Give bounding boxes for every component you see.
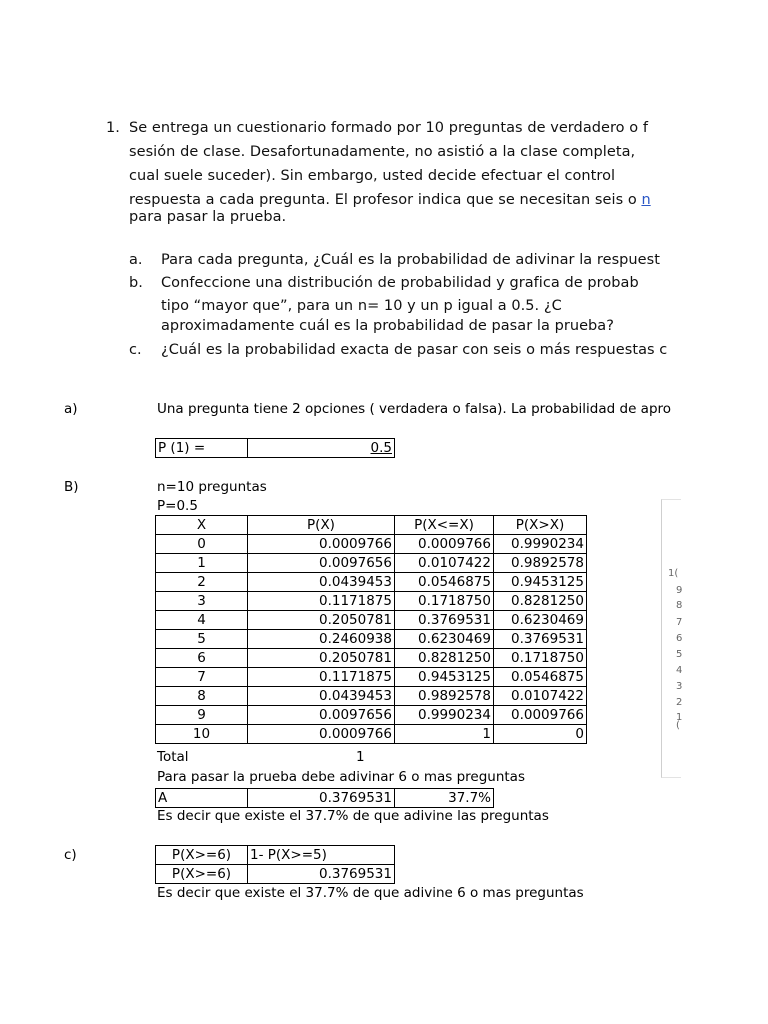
x-cell[interactable]: 4	[156, 611, 248, 630]
greater-cell[interactable]: 0.0107422	[494, 687, 587, 706]
table-row	[156, 846, 395, 865]
part-c-table	[155, 845, 395, 884]
cum-cell[interactable]: 0.9892578	[395, 687, 494, 706]
px-cell[interactable]: 0.2460938	[248, 630, 395, 649]
header-x[interactable]: X	[156, 516, 248, 535]
c-r2-c1[interactable]: P(X>=6)	[156, 865, 248, 884]
n-text: n=10 preguntas	[157, 479, 267, 495]
px-cell[interactable]: 0.0097656	[248, 554, 395, 573]
x-cell[interactable]: 10	[156, 725, 248, 744]
table-row	[156, 706, 587, 725]
part-c-conclusion: Es decir que existe el 37.7% de que adivine 6 o mas preguntas	[157, 885, 584, 901]
part-a-label: a)	[64, 401, 78, 417]
table-row	[156, 554, 587, 573]
greater-cell[interactable]: 0.1718750	[494, 649, 587, 668]
a-percent-cell[interactable]: 37.7%	[395, 789, 494, 808]
chart-tick-label: 4	[676, 665, 683, 676]
px-cell[interactable]: 0.0439453	[248, 573, 395, 592]
part-b-conclusion: Es decir que existe el 37.7% de que adivine las preguntas	[157, 808, 549, 824]
c-r1-c2[interactable]: 1- P(X>=5)	[248, 846, 395, 865]
problem-line-1: Se entrega un cuestionario formado por 10 preguntas de verdadero o f	[129, 120, 648, 136]
part-c-label: c)	[64, 847, 77, 863]
table-header-row	[156, 516, 587, 535]
item-b-line-1: Confeccione una distribución de probabilidad y grafica de probab	[161, 275, 639, 291]
table-row	[156, 725, 587, 744]
x-cell[interactable]: 8	[156, 687, 248, 706]
px-cell[interactable]: 0.1171875	[248, 592, 395, 611]
chart-tick-label: 2	[676, 697, 683, 708]
header-cum[interactable]: P(X<=X)	[395, 516, 494, 535]
table-row	[156, 630, 587, 649]
p1-label-cell[interactable]: P (1) =	[156, 439, 248, 458]
cum-cell[interactable]: 0.8281250	[395, 649, 494, 668]
table-row	[156, 789, 494, 808]
item-a-label: a.	[129, 252, 143, 268]
p1-value-cell[interactable]: 0.5	[248, 439, 395, 458]
cum-cell[interactable]: 1	[395, 725, 494, 744]
result-a-table	[155, 788, 494, 808]
cum-cell[interactable]: 0.9990234	[395, 706, 494, 725]
problem-line-5: para pasar la prueba.	[129, 209, 287, 225]
x-cell[interactable]: 2	[156, 573, 248, 592]
total-value: 1	[356, 749, 365, 765]
greater-cell[interactable]: 0.0009766	[494, 706, 587, 725]
problem-line-3: cual suele suceder). Sin embargo, usted decide efectuar el control	[129, 168, 616, 184]
problem-line-4-text: respuesta a cada pregunta. El profesor indica que se necesitan seis o	[129, 192, 642, 208]
greater-cell[interactable]: 0.8281250	[494, 592, 587, 611]
p-text: P=0.5	[157, 498, 198, 514]
x-cell[interactable]: 1	[156, 554, 248, 573]
x-cell[interactable]: 7	[156, 668, 248, 687]
px-cell[interactable]: 0.0009766	[248, 535, 395, 554]
item-c-label: c.	[129, 342, 142, 358]
px-cell[interactable]: 0.2050781	[248, 649, 395, 668]
total-label: Total	[157, 749, 189, 765]
chart-tick-label: 9	[676, 585, 683, 596]
cum-cell[interactable]: 0.6230469	[395, 630, 494, 649]
table-row	[156, 592, 587, 611]
chart-tick-label: 1	[676, 712, 683, 723]
greater-cell[interactable]: 0.9892578	[494, 554, 587, 573]
a-label-cell[interactable]: A	[156, 789, 248, 808]
cum-cell[interactable]: 0.0546875	[395, 573, 494, 592]
px-cell[interactable]: 0.0009766	[248, 725, 395, 744]
chart-tick-label: 5	[676, 649, 683, 660]
greater-cell[interactable]: 0.0546875	[494, 668, 587, 687]
header-px[interactable]: P(X)	[248, 516, 395, 535]
problem-statement	[0, 0, 680, 370]
c-r1-c1[interactable]: P(X>=6)	[156, 846, 248, 865]
x-cell[interactable]: 6	[156, 649, 248, 668]
cum-cell[interactable]: 0.1718750	[395, 592, 494, 611]
x-cell[interactable]: 5	[156, 630, 248, 649]
chart-tick-label: 8	[676, 600, 683, 611]
item-b-line-2: tipo “mayor que”, para un n= 10 y un p igual a 0.5. ¿C	[161, 298, 562, 314]
cum-cell[interactable]: 0.9453125	[395, 668, 494, 687]
item-b-label: b.	[129, 275, 143, 291]
greater-cell[interactable]: 0.9453125	[494, 573, 587, 592]
cum-cell[interactable]: 0.0009766	[395, 535, 494, 554]
px-cell[interactable]: 0.0439453	[248, 687, 395, 706]
px-cell[interactable]: 0.1171875	[248, 668, 395, 687]
item-b-line-3: aproximadamente cuál es la probabilidad de pasar la prueba?	[161, 318, 614, 334]
chart-tick-label: 3	[676, 681, 683, 692]
table-row	[156, 668, 587, 687]
table-row	[156, 649, 587, 668]
cum-cell[interactable]: 0.3769531	[395, 611, 494, 630]
table-row	[156, 611, 587, 630]
table-row	[156, 535, 587, 554]
greater-cell[interactable]: 0.3769531	[494, 630, 587, 649]
cropped-chart-frame[interactable]	[661, 499, 681, 778]
x-cell[interactable]: 3	[156, 592, 248, 611]
x-cell[interactable]: 9	[156, 706, 248, 725]
part-a-table	[155, 438, 395, 458]
header-greater[interactable]: P(X>X)	[494, 516, 587, 535]
chart-tick-label: 7	[676, 617, 683, 628]
greater-cell[interactable]: 0.6230469	[494, 611, 587, 630]
pass-text: Para pasar la prueba debe adivinar 6 o mas preguntas	[157, 769, 525, 785]
table-row	[156, 573, 587, 592]
px-cell[interactable]: 0.2050781	[248, 611, 395, 630]
greater-cell[interactable]: 0	[494, 725, 587, 744]
part-a-text: Una pregunta tiene 2 opciones ( verdadera o falsa). La probabilidad de apro	[157, 401, 672, 417]
table-row	[156, 439, 395, 458]
x-cell[interactable]: 0	[156, 535, 248, 554]
px-cell[interactable]: 0.0097656	[248, 706, 395, 725]
distribution-table	[155, 515, 587, 744]
chart-tick-label: (	[676, 720, 680, 731]
problem-link[interactable]: n	[641, 192, 651, 208]
a-value-cell[interactable]: 0.3769531	[248, 789, 395, 808]
chart-tick-label: 6	[676, 633, 683, 644]
cum-cell[interactable]: 0.0107422	[395, 554, 494, 573]
table-row	[156, 687, 587, 706]
problem-line-4	[129, 192, 651, 208]
item-a-line-1: Para cada pregunta, ¿Cuál es la probabilidad de adivinar la respuest	[161, 252, 660, 268]
table-row	[156, 865, 395, 884]
problem-number: 1.	[106, 120, 120, 136]
chart-tick-label: 1(	[668, 568, 679, 579]
problem-line-2: sesión de clase. Desafortunadamente, no asistió a la clase completa,	[129, 144, 636, 160]
greater-cell[interactable]: 0.9990234	[494, 535, 587, 554]
c-r2-c2[interactable]: 0.3769531	[248, 865, 395, 884]
item-c-line-1: ¿Cuál es la probabilidad exacta de pasar con seis o más respuestas c	[161, 342, 668, 358]
part-b-label: B)	[64, 479, 79, 495]
